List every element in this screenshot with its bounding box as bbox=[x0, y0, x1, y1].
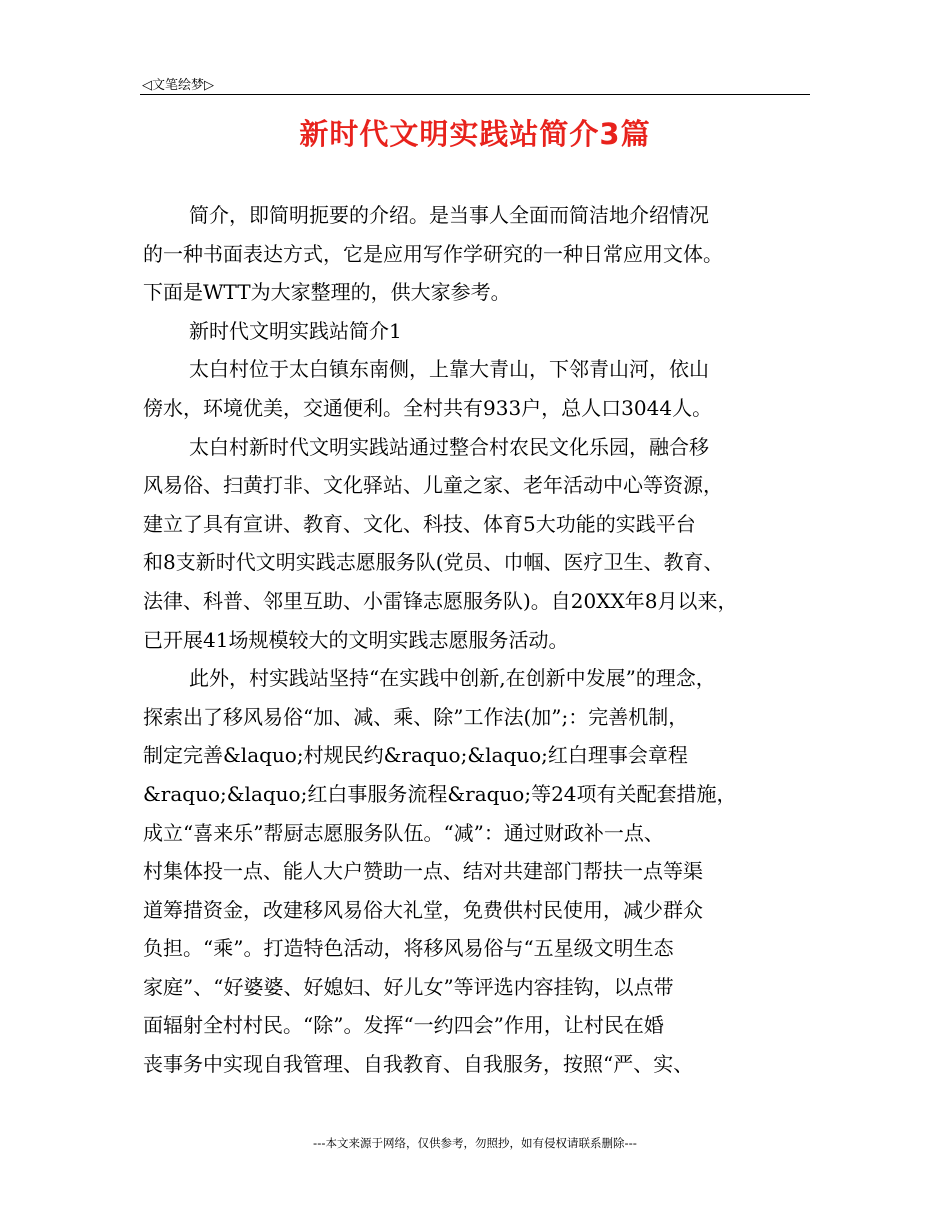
paragraph-line: 法律、科普、邻里互助、小雷锋志愿服务队)。自20XX年8月以来， bbox=[143, 588, 738, 613]
paragraph-line: 成立“喜来乐”帮厨志愿服务队伍。“减”：通过财政补一点、 bbox=[143, 820, 664, 845]
paragraph-line: 面辐射全村村民。“除”。发挥“一约四会”作用，让村民在婚 bbox=[143, 1013, 664, 1038]
paragraph-line: 道筹措资金，改建移风易俗大礼堂，免费供村民使用，减少群众 bbox=[143, 897, 703, 922]
paragraph-line: 太白村新时代文明实践站通过整合村农民文化乐园，融合移 bbox=[189, 434, 709, 459]
paragraph-line: 村集体投一点、能人大户赞助一点、结对共建部门帮扶一点等渠 bbox=[143, 859, 703, 884]
header-logo-text: ◁文笔绘梦▷ bbox=[142, 78, 214, 93]
page-header bbox=[140, 70, 810, 95]
paragraph-line: 傍水，环境优美，交通便利。全村共有933户，总人口3044人。 bbox=[143, 395, 713, 420]
paragraph-line: 丧事务中实现自我管理、自我教育、自我服务，按照“严、实、 bbox=[143, 1052, 694, 1077]
document-title: 新时代文明实践站简介3篇 bbox=[299, 117, 651, 151]
paragraph-line: &raquo;&laquo;红白事服务流程&raquo;等24项有关配套措施， bbox=[143, 781, 737, 806]
paragraph-line: 已开展41场规模较大的文明实践志愿服务活动。 bbox=[143, 627, 569, 652]
paragraph-line: 太白村位于太白镇东南侧，上靠大青山，下邻青山河，依山 bbox=[189, 357, 709, 382]
paragraph-line: 探索出了移风易俗“加、减、乘、除”工作法(加”;：完善机制， bbox=[143, 704, 689, 729]
paragraph-line: 简介，即简明扼要的介绍。是当事人全面而简洁地介绍情况 bbox=[189, 203, 709, 227]
paragraph-line: 此外，村实践站坚持“在实践中创新,在创新中发展”的理念， bbox=[189, 666, 716, 691]
paragraph-line: 负担。“乘”。打造特色活动，将移风易俗与“五星级文明生态 bbox=[143, 936, 674, 961]
paragraph-line: 和8支新时代文明实践志愿服务队(党员、巾帼、医疗卫生、教育、 bbox=[143, 550, 724, 575]
document-body bbox=[143, 196, 815, 1084]
paragraph-line: 制定完善&laquo;村规民约&raquo;&laquo;红白理事会章程 bbox=[143, 743, 688, 768]
paragraph-line: 下面是WTT为大家整理的，供大家参考。 bbox=[143, 280, 511, 305]
section-heading: 新时代文明实践站简介1 bbox=[189, 318, 402, 343]
paragraph-line: 建立了具有宣讲、教育、文化、科技、体育5大功能的实践平台 bbox=[143, 511, 696, 536]
paragraph-line: 家庭”、“好婆婆、好媳妇、好儿女”等评选内容挂钩，以点带 bbox=[143, 974, 674, 999]
page-footer: ---本文来源于网络，仅供参考，勿照抄，如有侵权请联系删除--- bbox=[313, 1136, 637, 1150]
paragraph-line: 风易俗、扫黄打非、文化驿站、儿童之家、老年活动中心等资源， bbox=[143, 473, 723, 498]
paragraph-line: 的一种书面表达方式，它是应用写作学研究的一种日常应用文体。 bbox=[143, 241, 723, 266]
